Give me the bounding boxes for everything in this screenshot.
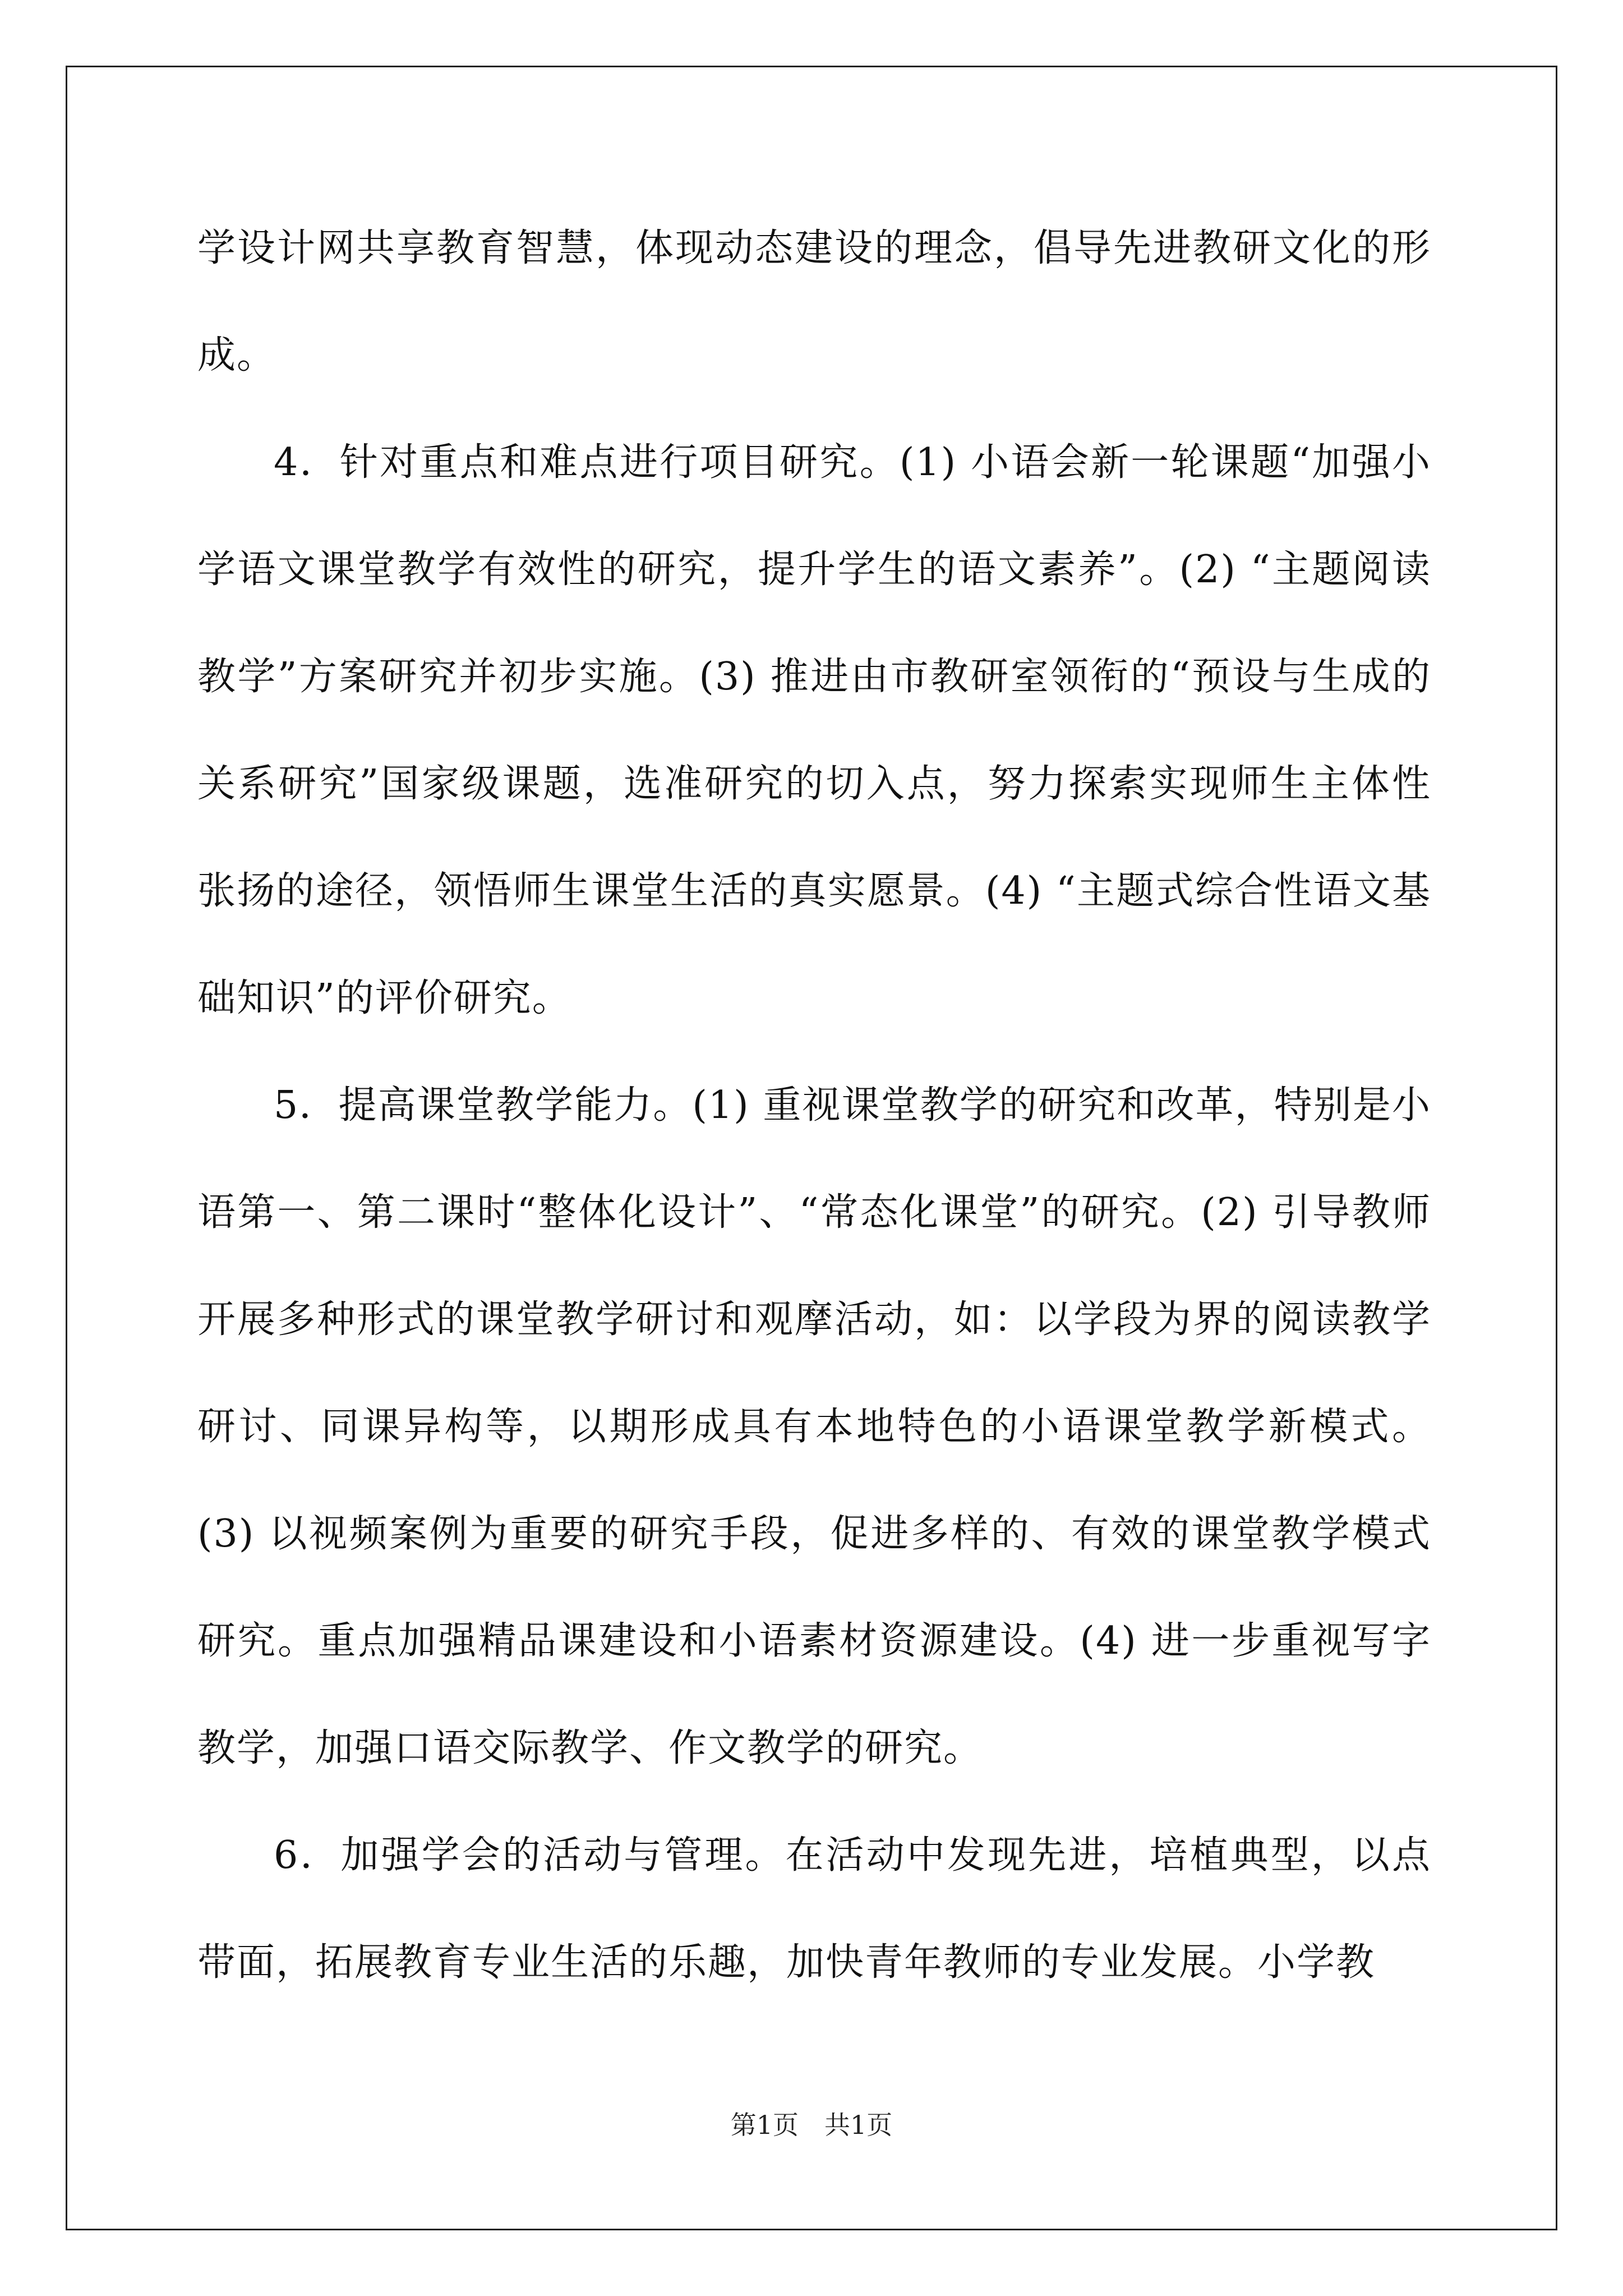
paragraph-item-4: 4．针对重点和难点进行项目研究。(1) 小语会新一轮课题“加强小学语文课堂教学有效性的研究，提升学生的语文素养”。(2) “主题阅读教学”方案研究并初步实施。(3) 推进由市教研室领衔的“预设与生成的关系研究”国家级课题，选准研究的切入点，努力探索实现师生主体性张扬的途径，领悟师生课堂生活的真实愿景。(4) “主题式综合性语文基础知识”的评价研究。 (197, 440, 1431, 1020)
document-body (197, 195, 1431, 2016)
paragraph-continuation: 学设计网共享教育智慧，体现动态建设的理念，倡导先进教研文化的形成。 (197, 226, 1431, 378)
paragraph-item-6: 6．加强学会的活动与管理。在活动中发现先进，培植典型，以点带面，拓展教育专业生活的乐趣，加快青年教师的专业发展。小学教 (197, 1833, 1431, 1985)
paragraph-item-5: 5．提高课堂教学能力。(1) 重视课堂教学的研究和改革，特别是小语第一、第二课时“整体化设计”、“常态化课堂”的研究。(2) 引导教师开展多种形式的课堂教学研讨和观摩活动，如：以学段为界的阅读教学研讨、同课异构等，以期形成具有本地特色的小语课堂教学新模式。(3) 以视频案例为重要的研究手段，促进多样的、有效的课堂教学模式研究。重点加强精品课建设和小语素材资源建设。(4) 进一步重视写字教学，加强口语交际教学、作文教学的研究。 (197, 1083, 1431, 1770)
page-number-footer: 第1页 共1页 (730, 2110, 893, 2140)
